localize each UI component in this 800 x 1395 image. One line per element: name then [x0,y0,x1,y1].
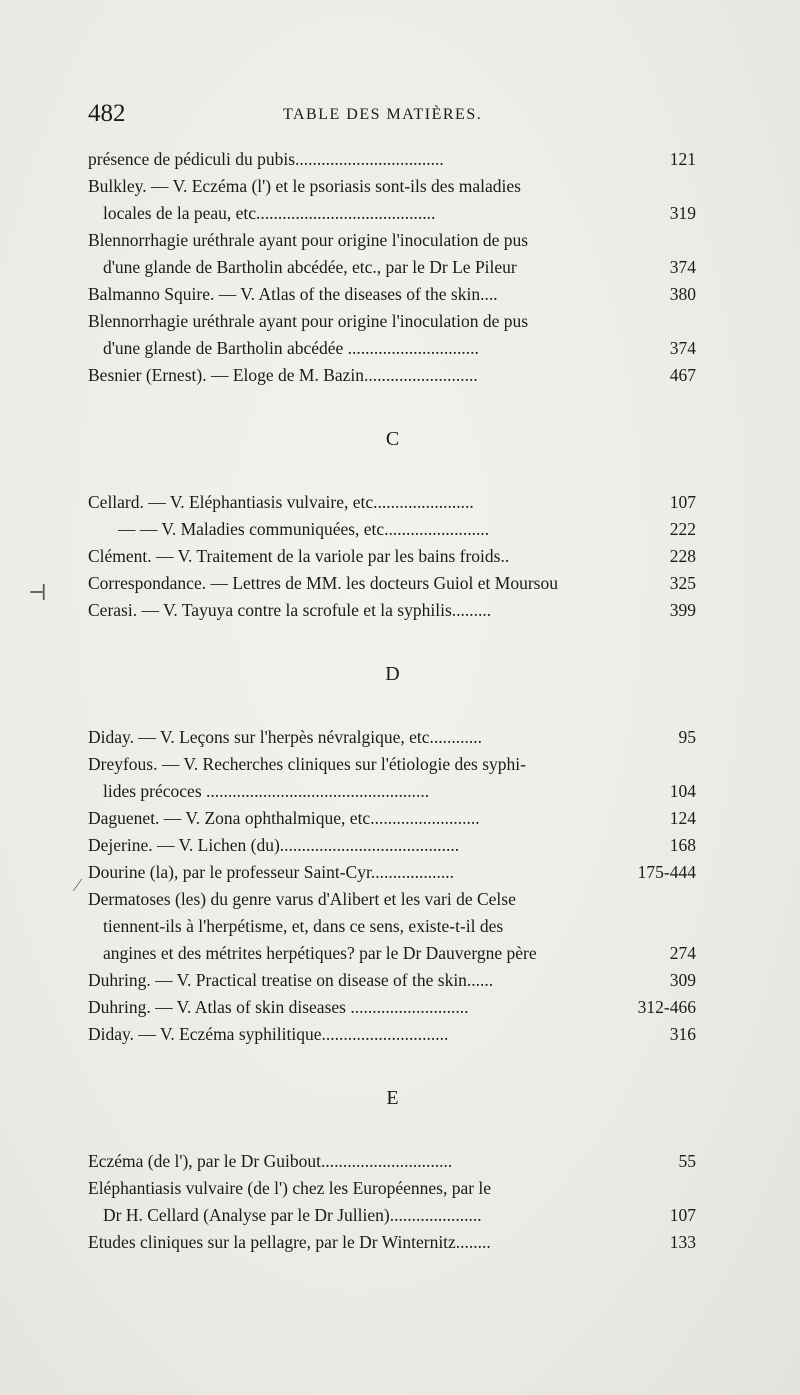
page-ref: 107 [669,1205,696,1225]
page-ref: 121 [669,149,696,169]
toc-line [0,751,800,778]
page-ref: 222 [669,519,696,539]
toc-line [0,1021,800,1048]
toc-entry [0,832,800,859]
toc-section [0,146,800,389]
toc-entry [0,146,800,173]
toc-line [0,1202,800,1229]
toc-line [0,994,800,1021]
toc-line [0,886,800,913]
entry-text: Diday. — V. Leçons sur l'herpès névralgique, etc............ [88,727,483,747]
toc-line [0,724,800,751]
page-ref: 319 [669,203,696,223]
entry-text: Diday. — V. Eczéma syphilitique............................. [88,1024,449,1044]
toc-line [0,967,800,994]
toc-entry [0,805,800,832]
page-ref: 107 [669,492,696,512]
toc-entry [0,751,800,805]
page-ref: 168 [669,835,696,855]
toc-entry [0,1175,800,1229]
toc-entry [0,859,800,886]
page-number: 482 [88,100,126,127]
page-ref: 124 [669,808,696,828]
toc-entry [0,543,800,570]
toc-section [0,389,800,624]
page-ref: 380 [669,284,696,304]
entry-text: d'une glande de Bartholin abcédée, etc., par le Dr Le Pileur [103,257,517,277]
toc-entry [0,489,800,516]
toc-line [0,543,800,570]
entry-text: Duhring. — V. Atlas of skin diseases ........................... [88,997,469,1017]
entry-text: Dourine (la), par le professeur Saint-Cyr................... [88,862,454,882]
toc-entry [0,570,800,597]
page-header [88,100,708,140]
toc-entry [0,886,800,967]
toc-line [0,489,800,516]
page-ref: 374 [669,338,696,358]
margin-pencil-mark: ⊣ [28,580,47,605]
toc-line [0,859,800,886]
running-title: TABLE DES MATIÈRES. [283,106,483,123]
entry-text: Dermatoses (les) du genre varus d'Alibert et les vari de Celse [88,889,516,909]
entry-text: Cellard. — V. Eléphantiasis vulvaire, etc....................... [88,492,474,512]
entry-text: Etudes cliniques sur la pellagre, par le Dr Winternitz........ [88,1232,491,1252]
toc-entry [0,281,800,308]
toc-line [0,516,800,543]
section-letter: D [385,663,400,685]
page-ref: 312-466 [637,997,696,1017]
toc-line [0,1148,800,1175]
toc-entry [0,597,800,624]
toc-line [0,805,800,832]
section-letter: E [386,1087,399,1109]
toc-entry [0,173,800,227]
page-ref: 374 [669,257,696,277]
entry-text: Bulkley. — V. Eczéma (l') et le psoriasis sont-ils des maladies [88,176,521,196]
toc-line [0,227,800,254]
toc-line [0,254,800,281]
toc-entry [0,967,800,994]
section-letter: C [385,428,400,450]
toc-line [0,597,800,624]
entry-text: Blennorrhagie uréthrale ayant pour origine l'inoculation de pus [88,230,529,250]
entry-text: Dr H. Cellard (Analyse par le Dr Jullien)..................... [103,1205,482,1225]
entry-text: tiennent-ils à l'herpétisme, et, dans ce sens, existe-t-il des [103,916,504,936]
toc-entry [0,1148,800,1175]
page-ref: 309 [669,970,696,990]
toc-entry [0,724,800,751]
page-ref: 104 [669,781,696,801]
table-of-contents [0,146,800,1256]
toc-section [0,624,800,1048]
toc-line [0,778,800,805]
toc-section [0,1048,800,1256]
entry-text: Besnier (Ernest). — Eloge de M. Bazin.......................... [88,365,478,385]
entry-text: Correspondance. — Lettres de MM. les docteurs Guiol et Moursou [88,573,558,593]
toc-line [0,362,800,389]
page-ref: 316 [669,1024,696,1044]
page-ref: 55 [678,1151,696,1171]
toc-entry [0,994,800,1021]
toc-line [0,146,800,173]
entry-text: angines et des métrites herpétiques? par le Dr Dauvergne père [103,943,537,963]
entry-text: locales de la peau, etc......................................... [103,203,436,223]
entry-text: lides précoces ................................................... [103,781,430,801]
page-ref: 175-444 [637,862,696,882]
toc-entry [0,362,800,389]
entry-text: Eléphantiasis vulvaire (de l') chez les Européennes, par le [88,1178,492,1198]
entry-text: présence de pédiculi du pubis.................................. [88,149,444,169]
toc-line [0,570,800,597]
toc-line [0,281,800,308]
toc-line [0,173,800,200]
entry-text: d'une glande de Bartholin abcédée .............................. [103,338,479,358]
entry-text: Daguenet. — V. Zona ophthalmique, etc......................... [88,808,480,828]
toc-line [0,308,800,335]
page-ref: 133 [669,1232,696,1252]
page-ref: 325 [669,573,696,593]
toc-line [0,913,800,940]
entry-text: Clément. — V. Traitement de la variole par les bains froids.. [88,546,510,566]
entry-text: Dejerine. — V. Lichen (du)......................................... [88,835,460,855]
entry-text: — — V. Maladies communiquées, etc........................ [118,519,490,539]
entry-text: Duhring. — V. Practical treatise on disease of the skin...... [88,970,494,990]
toc-entry [0,516,800,543]
toc-line [0,1229,800,1256]
toc-entry [0,1021,800,1048]
entry-text: Cerasi. — V. Tayuya contre la scrofule et la syphilis......... [88,600,492,620]
toc-entry [0,308,800,362]
toc-line [0,832,800,859]
page-ref: 274 [669,943,696,963]
toc-entry [0,227,800,281]
entry-text: Eczéma (de l'), par le Dr Guibout.............................. [88,1151,453,1171]
page-ref: 467 [669,365,696,385]
toc-line [0,200,800,227]
entry-text: Balmanno Squire. — V. Atlas of the diseases of the skin.... [88,284,498,304]
toc-line [0,1175,800,1202]
toc-entry [0,1229,800,1256]
toc-line [0,940,800,967]
page-ref: 399 [669,600,696,620]
toc-line [0,335,800,362]
margin-tick-mark: ⁄ [76,875,80,895]
entry-text: Blennorrhagie uréthrale ayant pour origine l'inoculation de pus [88,311,529,331]
page-ref: 228 [669,546,696,566]
page-ref: 95 [678,727,696,747]
entry-text: Dreyfous. — V. Recherches cliniques sur l'étiologie des syphi- [88,754,526,774]
